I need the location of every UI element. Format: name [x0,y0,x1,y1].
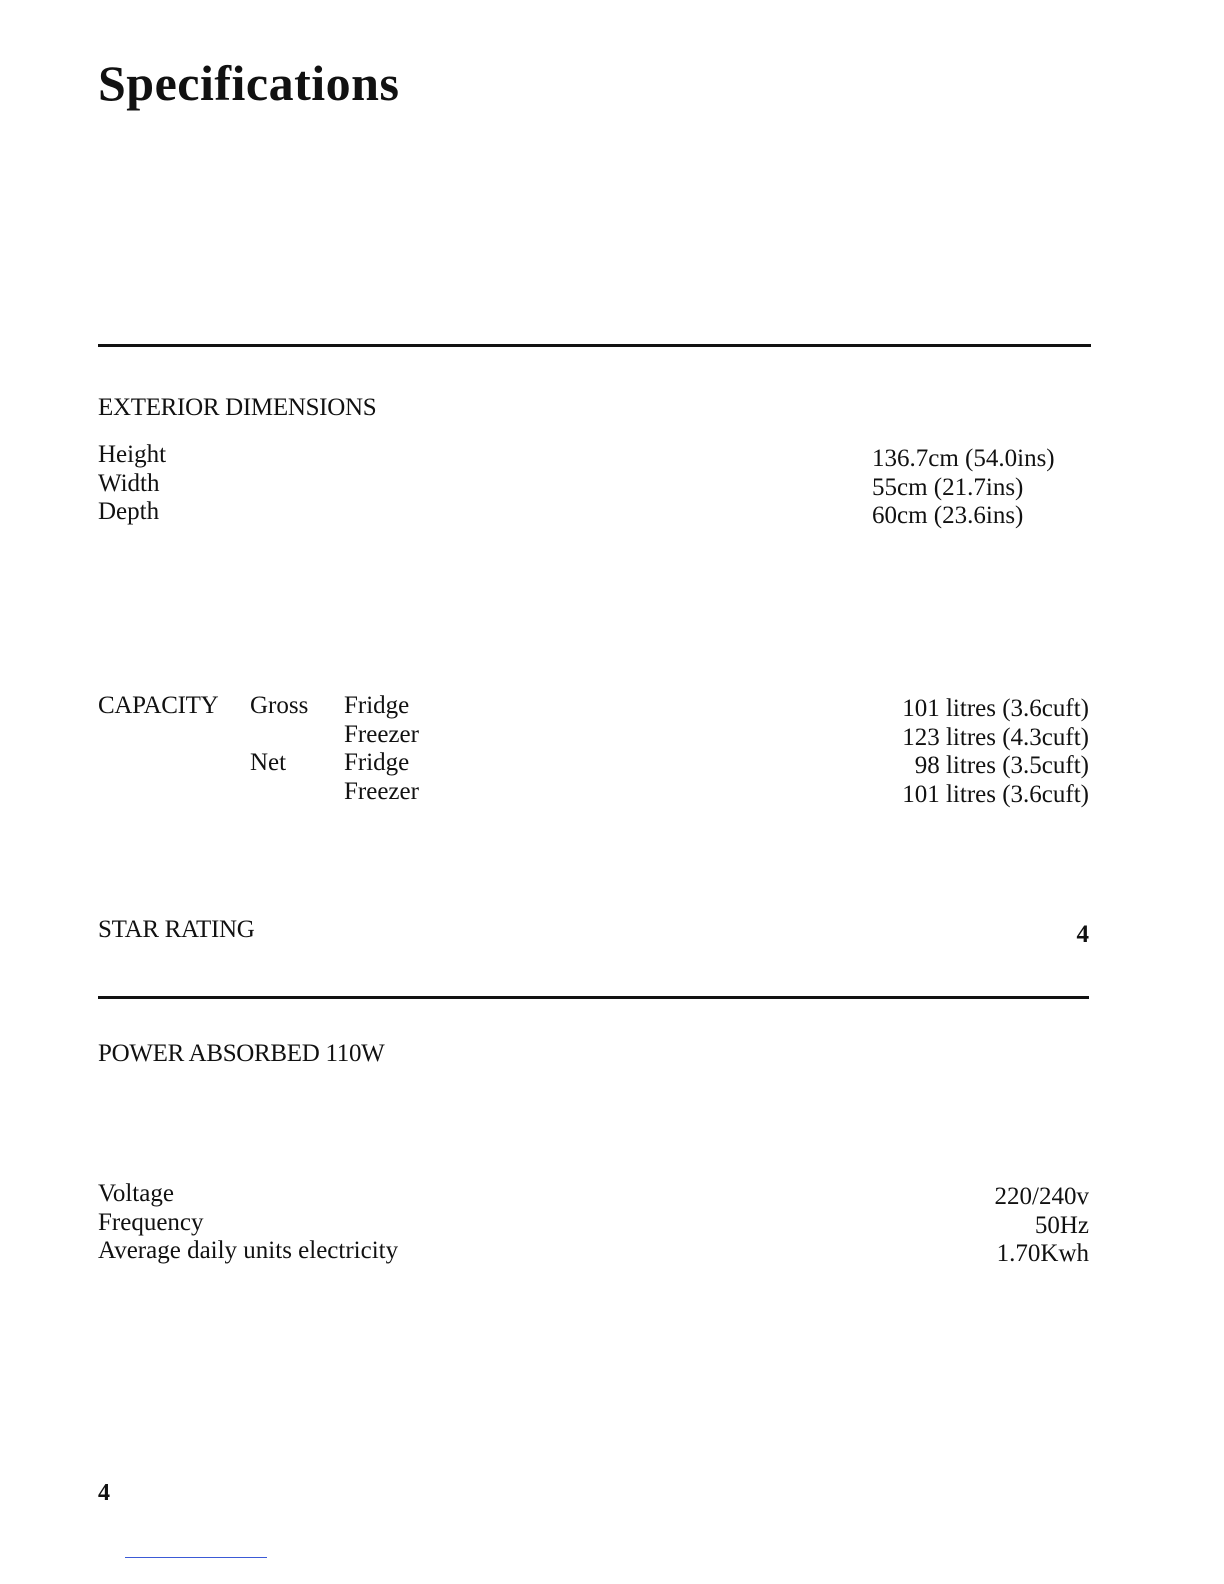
power-absorbed-heading: POWER ABSORBED 110W [98,1040,385,1067]
gross-fridge-value: 101 litres (3.6cuft) [902,695,1089,722]
page-title: Specifications [98,55,400,111]
height-label: Height [98,441,167,468]
depth-value: 60cm (23.6ins) [872,502,1024,529]
capacity-values [902,695,1089,809]
depth-label: Depth [98,498,160,525]
net-fridge-value: 98 litres (3.5cuft) [914,752,1089,779]
power-labels [98,1180,398,1266]
exterior-dimensions-heading: EXTERIOR DIMENSIONS [98,394,377,421]
page-number: 4 [98,1480,110,1506]
power-values [995,1183,1089,1269]
width-label: Width [98,469,160,497]
capacity-items [344,692,419,806]
net-freezer-value: 101 litres (3.6cuft) [902,780,1089,808]
voltage-value: 220/240v [994,1183,1089,1210]
exterior-dimensions-values [872,445,1055,531]
width-value: 55cm (21.7ins) [872,473,1024,501]
electricity-value: 1.70Kwh [996,1240,1089,1267]
section-divider-bottom [98,996,1089,999]
gross-freezer-value: 123 litres (4.3cuft) [902,723,1089,751]
section-divider-top [98,344,1091,347]
net-freezer-label: Freezer [344,777,419,805]
footer-line [125,1557,267,1558]
capacity-heading: CAPACITY [98,692,219,719]
electricity-label: Average daily units electricity [98,1237,399,1264]
exterior-dimensions-labels [98,441,166,527]
capacity-gross-label: Gross [250,692,309,719]
capacity-net-label: Net [250,749,287,776]
net-fridge-label: Fridge [344,749,410,776]
star-rating-label: STAR RATING [98,916,255,943]
height-value: 136.7cm (54.0ins) [872,445,1055,472]
gross-freezer-label: Freezer [344,720,419,748]
star-rating-value: 4 [1076,921,1089,948]
frequency-value: 50Hz [1034,1211,1089,1239]
voltage-label: Voltage [98,1180,174,1207]
gross-fridge-label: Fridge [344,692,410,719]
frequency-label: Frequency [98,1208,204,1236]
